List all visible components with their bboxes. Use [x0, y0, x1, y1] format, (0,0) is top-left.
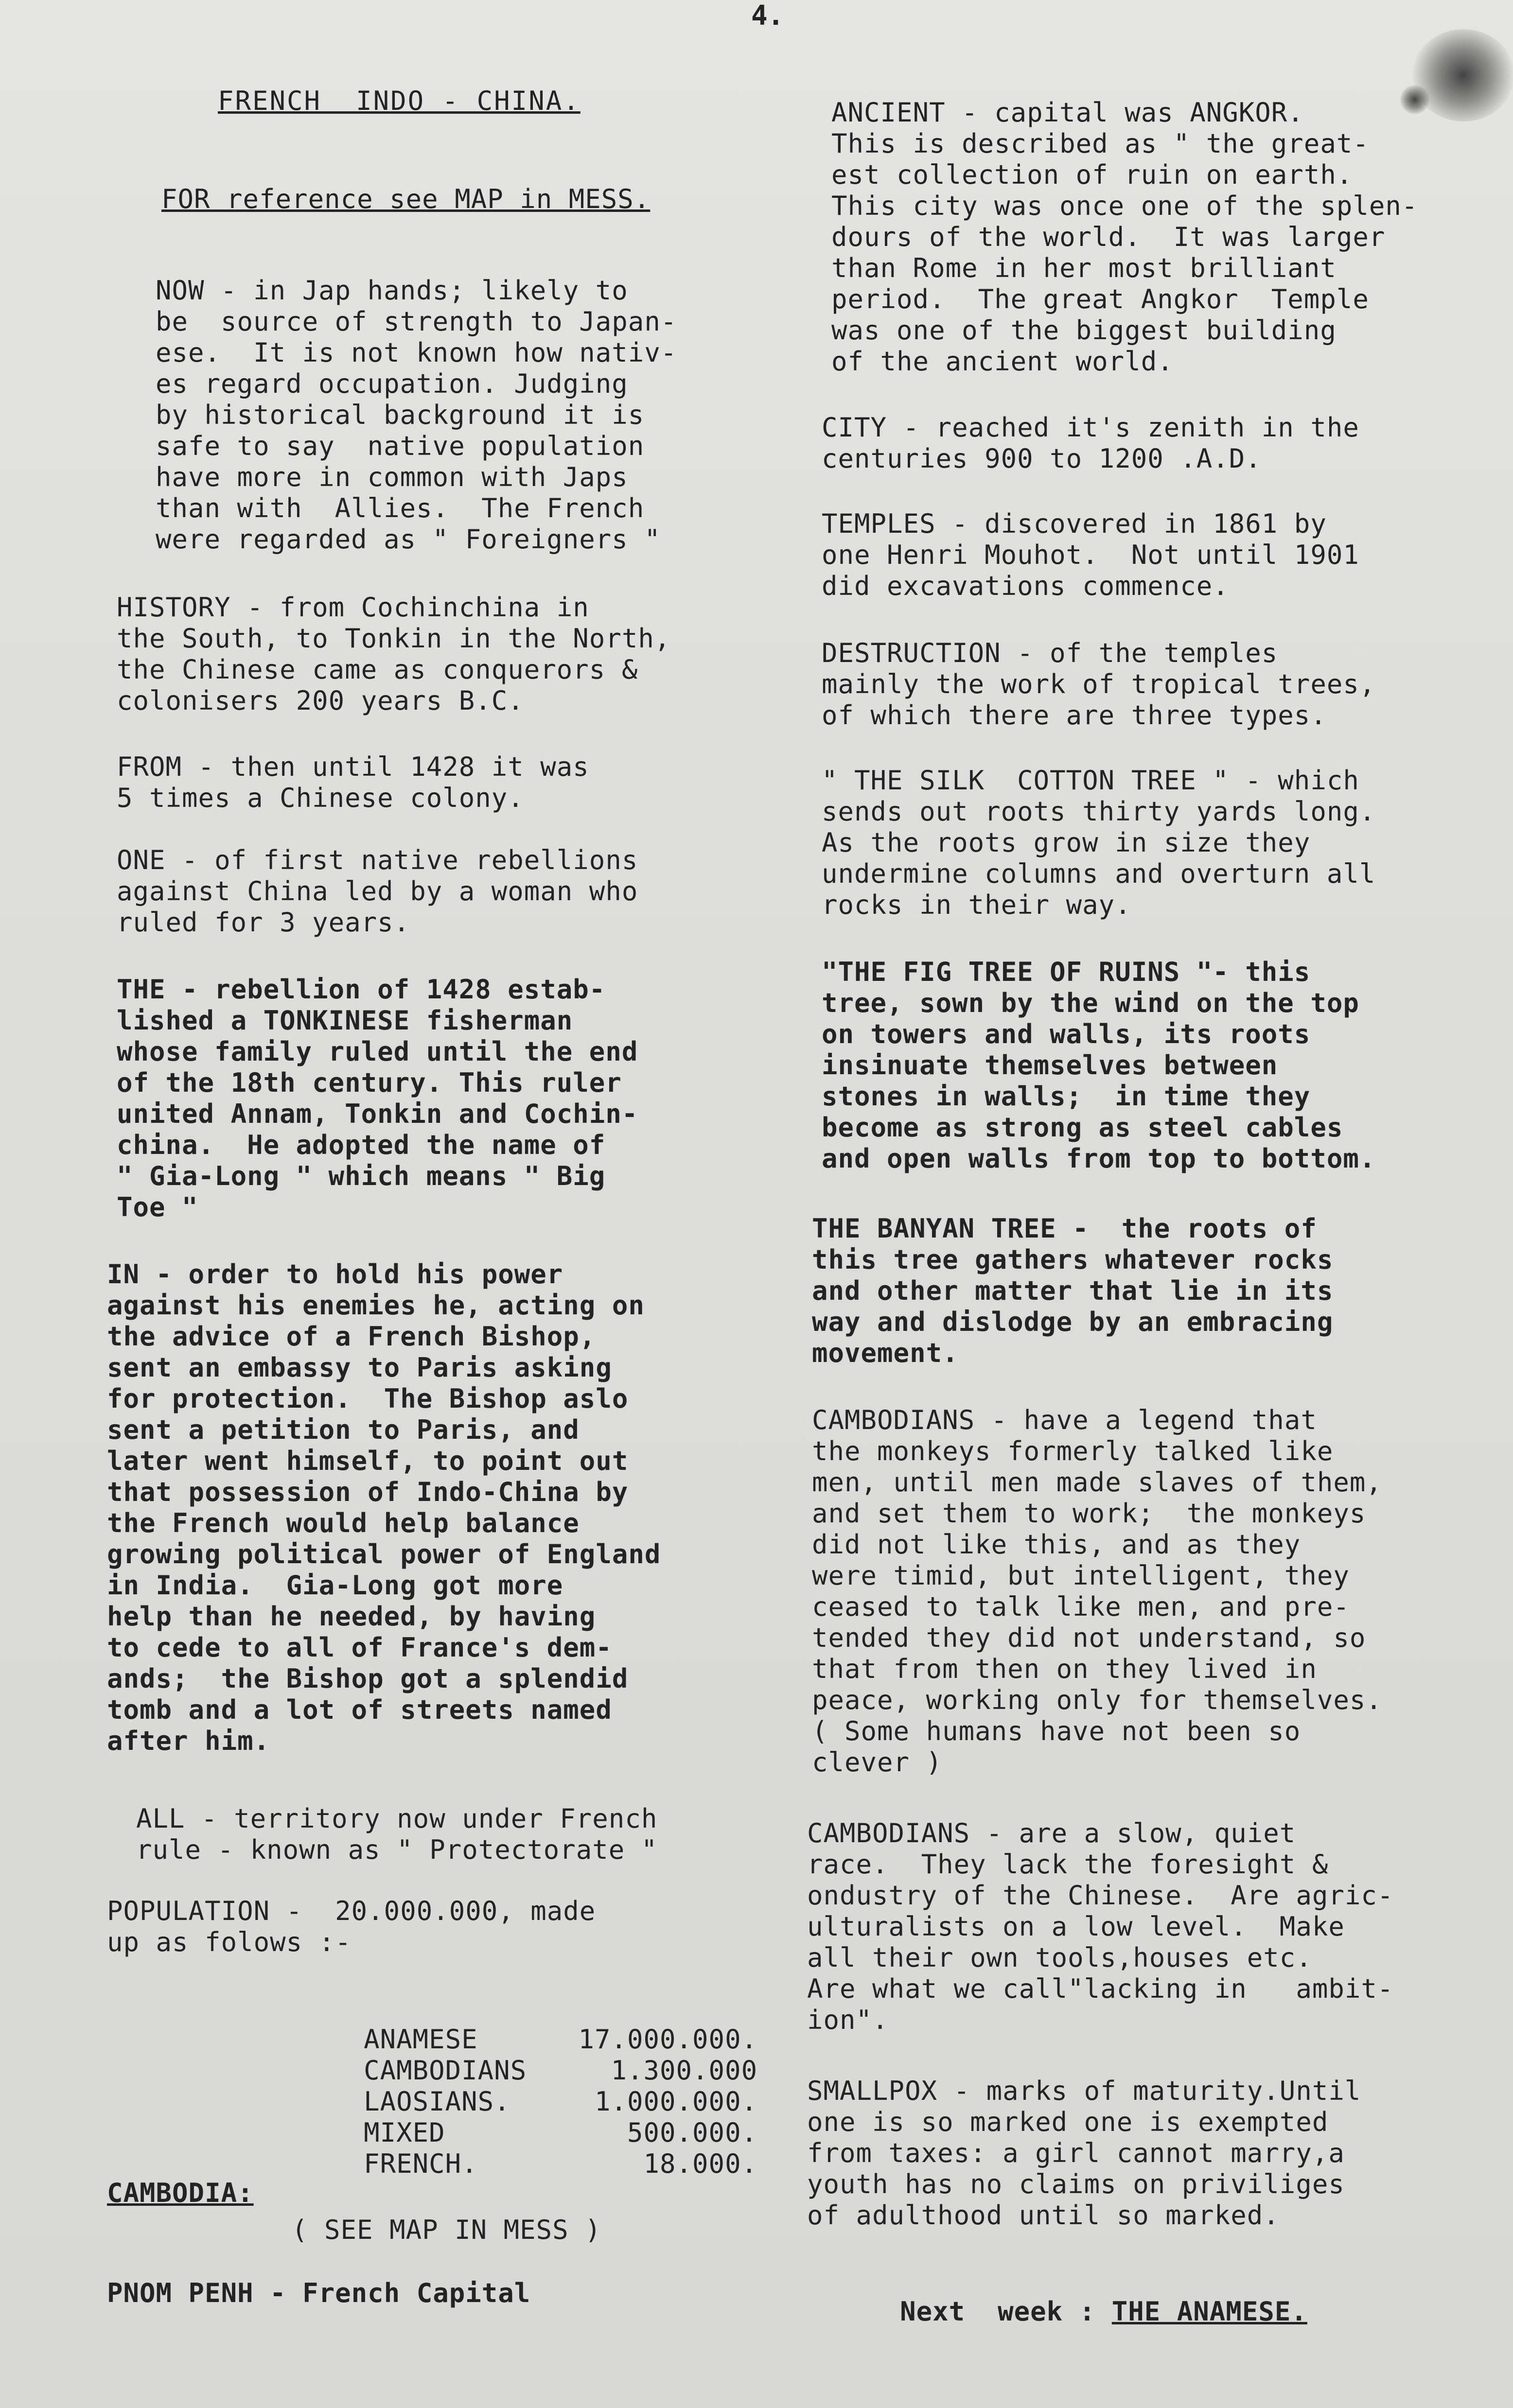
paragraph-fig-tree: "THE FIG TREE OF RUINS "- this tree, sown by the wind on the top on towers and walls, its roots insinuate themselves between stones in walls; in time they become as strong as steel cables and open walls from top to bottom. — [822, 957, 1376, 1174]
paragraph-smallpox: SMALLPOX - marks of maturity.Until one is so marked one is exempted from taxes: a girl cannot marry,a youth has no claims on priviliges of adulthood until so marked. — [807, 2076, 1361, 2231]
next-week-title: THE ANAMESE. — [1111, 2296, 1307, 2327]
paragraph-banyan-tree: THE BANYAN TREE - the roots of this tree gathers whatever rocks and other matter that lie in its way and dislodge by an embracing movement. — [812, 1213, 1334, 1368]
pnom-penh-line: PNOM PENH - French Capital — [107, 2278, 531, 2308]
population-count: 500.000. — [627, 2117, 758, 2148]
population-group: CAMBODIANS — [364, 2055, 527, 2086]
paragraph-ancient: ANCIENT - capital was ANGKOR. This is described as " the great- est collection of ruin on earth. This city was once one of the splen- dours of the world. It was larger than Rome in her most brilliant period. The great Angkor Temple was one of the biggest building of the ancient world. — [831, 97, 1418, 377]
paragraph-from: FROM - then until 1428 it was 5 times a Chinese colony. — [117, 751, 589, 813]
population-group: MIXED — [364, 2117, 445, 2148]
paragraph-in: IN - order to hold his power against his enemies he, acting on the advice of a French Bishop, sent an embassy to Paris asking for protection. The Bishop aslo sent a petition to Paris, and later went himself, to point out that possession of Indo-China by the French would help balance growing political power of England in India. Gia-Long got more help than he needed, by having to cede to all of France's dem- ands; the Bishop got a splendid tomb and a lot of streets named after him. — [107, 1259, 661, 1756]
paragraph-one: ONE - of first native rebellions against China led by a woman who ruled for 3 years. — [117, 845, 638, 938]
paragraph-cambodians-legend: CAMBODIANS - have a legend that the monkeys formerly talked like men, until men made slaves of them, and set them to work; the monkeys did not like this, and as they were timid, but intelligent, they ceased to talk like men, and pre- tended they did not understand, so that from then on they lived in peace, working only for themselves. ( Some humans have not been so clever ) — [812, 1405, 1382, 1778]
population-count: 17.000.000. — [578, 2024, 758, 2055]
map-reference: FOR reference see MAP in MESS. — [161, 184, 651, 214]
cambodia-heading: CAMBODIA: — [107, 2178, 254, 2208]
paragraph-now: NOW - in Jap hands; likely to be source of strength to Japan- ese. It is not known how nativ- es regard occupation. Judging by historical background it is safe to say native population have more in common with Japs than with Allies. The French were regarded as " Foreigners " — [156, 275, 677, 555]
see-map-note: ( SEE MAP IN MESS ) — [292, 2215, 601, 2245]
paragraph-population: POPULATION - 20.000.000, made up as folows :- — [107, 1896, 596, 1957]
paragraph-destruction: DESTRUCTION - of the temples mainly the work of tropical trees, of which there are three types. — [822, 638, 1376, 731]
paragraph-the: THE - rebellion of 1428 estab- lished a TONKINESE fisherman whose family ruled until the end of the 18th century. This ruler united Annam, Tonkin and Cochin- china. He adopted the name of " Gia-Long " which means " Big Toe " — [117, 974, 638, 1222]
population-group: LAOSIANS. — [364, 2086, 510, 2117]
population-count: 1.000.000. — [594, 2086, 758, 2117]
paragraph-history: HISTORY - from Cochinchina in the South, to Tonkin in the North, the Chinese came as conquerors & colonisers 200 years B.C. — [117, 592, 671, 716]
population-group: FRENCH. — [364, 2148, 478, 2179]
next-week-label: Next week : — [900, 2296, 1096, 2327]
population-count: 1.300.000 — [611, 2055, 758, 2086]
document-title: FRENCH INDO - CHINA. — [218, 86, 581, 116]
paragraph-temples: TEMPLES - discovered in 1861 by one Henri Mouhot. Not until 1901 did excavations commence. — [822, 508, 1359, 601]
next-week-line — [802, 2265, 1307, 2358]
paragraph-silk-cotton-tree: " THE SILK COTTON TREE " - which sends out roots thirty yards long. As the roots grow in size they undermine columns and overturn all rocks in their way. — [822, 765, 1376, 920]
page-number: 4. — [751, 0, 784, 32]
ink-smudge — [1412, 29, 1513, 122]
paragraph-city: CITY - reached it's zenith in the centuries 900 to 1200 .A.D. — [822, 412, 1359, 474]
population-group: ANAMESE — [364, 2024, 478, 2055]
paragraph-all: ALL - territory now under French rule - known as " Protectorate " — [136, 1803, 658, 1865]
population-count: 18.000. — [643, 2148, 758, 2179]
paragraph-cambodians-character: CAMBODIANS - are a slow, quiet race. They lack the foresight & ondustry of the Chinese. Are agric- ulturalists on a low level. Make all their own tools,houses etc. Are what we call"lacking in ambit- ion". — [807, 1818, 1394, 2035]
population-row — [233, 2117, 757, 2211]
